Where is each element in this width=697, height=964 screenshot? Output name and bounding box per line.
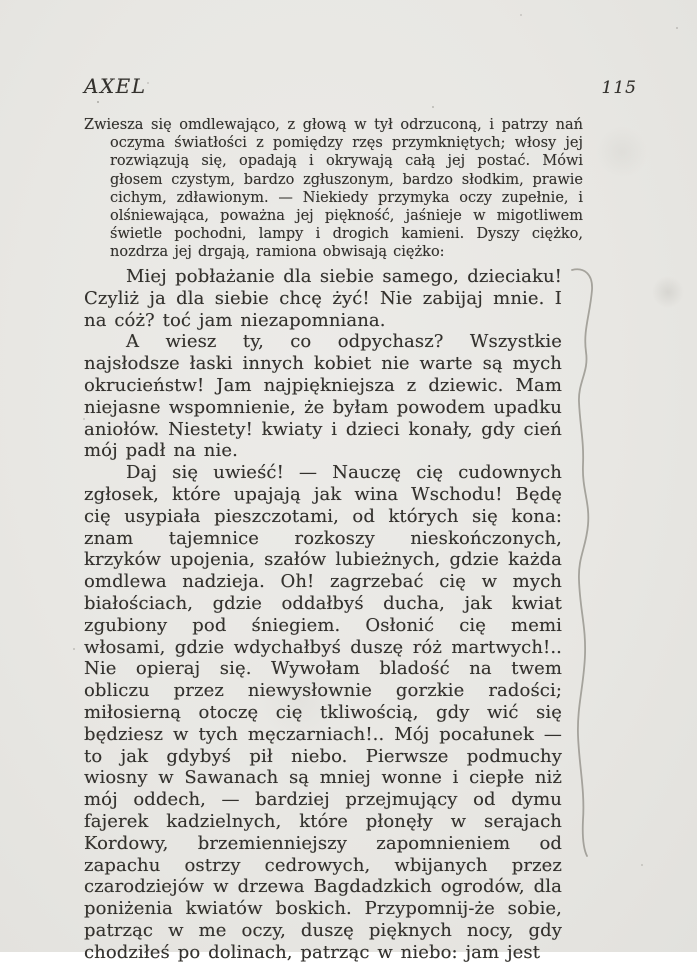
dialogue-text — [84, 266, 562, 964]
book-title: AXEL — [84, 74, 147, 98]
stage-direction-paragraph: Zwiesza się omdlewająco, z głową w tył odrzuconą, i patrzy nań oczyma światłości z pomiędzy rzęs przymkniętych; włosy jej rozwiązują się, opadają i okrywają całą jej postać. Mówi głosem czystym, bardzo zgłuszonym, bardzo słodkim, prawie cichym, zdławionym. — Niekiedy przymyka oczy zupełnie, i olśniewająca, poważna jej piękność, jaśnieje w migotliwem świetle pochodni, lampy i drogich kamieni. Dyszy ciężko, nozdrza jej drgają, ramiona obwisają ciężko: — [84, 117, 583, 261]
dialogue-paragraph: Daj się uwieść! — Nauczę cię cudownych zgłosek, które upajają jak wina Wschodu! Będę cię usypiała pieszczotami, od których się kona: znam tajemnice rozkoszy nieskończonych, krzyków upojenia, szałów lubieżnych, gdzie każda omdlewa nadzieja. Oh! zagrzebać cię w mych białościach, gdzie oddałbyś ducha, jak kwiat zgubiony pod śniegiem. Osłonić cię memi włosami, gdzie wdychałbyś duszę róż martwych!.. Nie opieraj się. Wywołam bladość na twem obliczu przez niewysłownie gorzkie radości; miłosierną otoczę cię tkliwością, gdy wić się będziesz w tych męczarniach!.. Mój pocałunek — to jak gdybyś pił niebo. Pierwsze podmuchy wiosny w Sawanach są mniej wonne i ciepłe niż mój oddech, — bardziej przejmujący od dymu fajerek kadzielnych, które płonęły w serajach Kordowy, brzemienniejszy zapomnieniem od zapachu ostrzy cedrowych, wbijanych przez czarodziejów w drzewa Bagdadzkich ogrodów, dla poniżenia kwiatów boskich. Przypomnij-że sobie, patrząc w me oczy, duszę pięknych nocy, gdy chodziłeś po dolinach, patrząc w niebo: jam jest — [84, 462, 562, 963]
running-head — [84, 74, 637, 98]
paper-specks — [0, 0, 2, 2]
page-number: 115 — [601, 78, 637, 98]
dialogue-paragraph: Miej pobłażanie dla siebie samego, dzieciaku! Czyliż ja dla siebie chcę żyć! Nie zabijaj mnie. I na cóż? toć jam niezapomniana. — [84, 266, 562, 331]
dialogue-paragraph: A wiesz ty, co odpychasz? Wszystkie najsłodsze łaski innych kobiet nie warte są mych okrucieństw! Jam najpiękniejsza z dziewic. Mam niejasne wspomnienie, że byłam powodem upadku aniołów. Niestety! kwiaty i dzieci konały, gdy cień mój padł na nie. — [84, 331, 562, 462]
